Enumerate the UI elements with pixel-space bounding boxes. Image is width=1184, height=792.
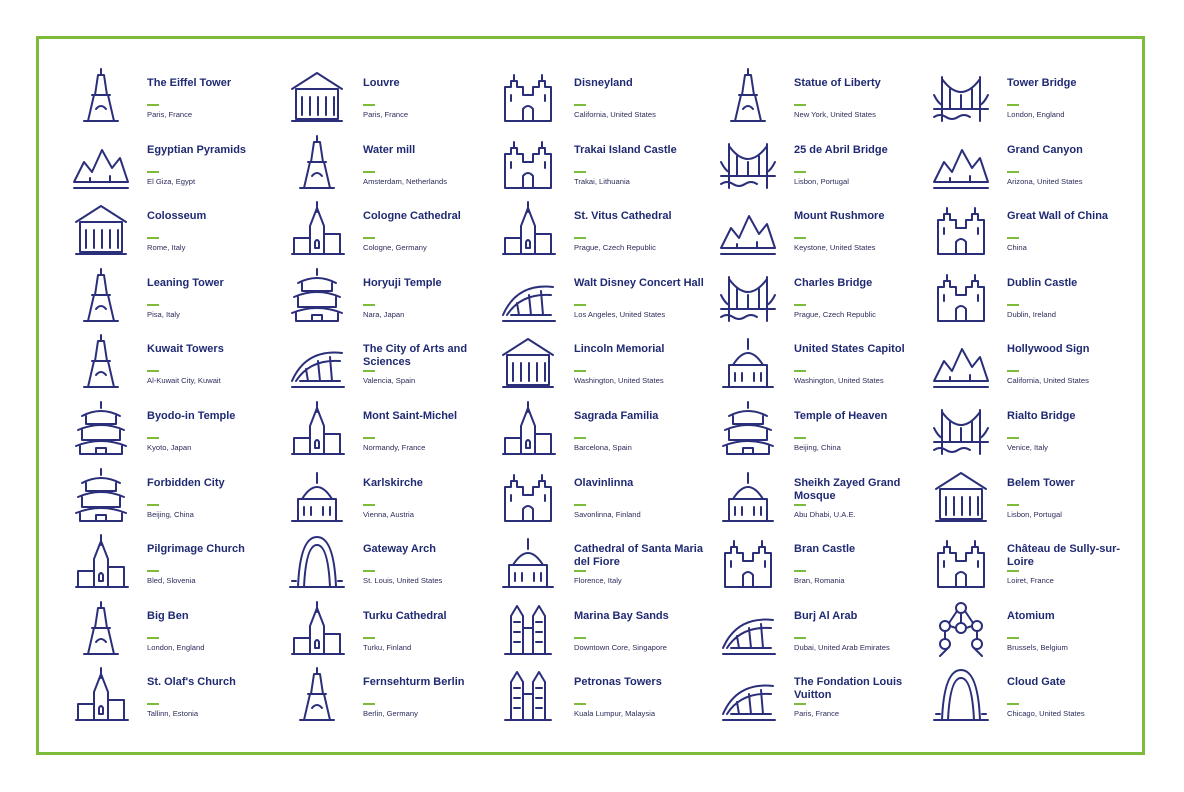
accent-divider [574,104,586,106]
landmark-item [920,530,1130,597]
hollywood-sign-icon [928,330,994,392]
landmark-name: Sagrada Familia [574,409,659,422]
landmark-name: Dublin Castle [1007,276,1078,289]
landmark-item [920,464,1130,531]
landmark-name: Gateway Arch [363,543,436,556]
landmark-name: Karlskirche [363,476,423,489]
landmark-location: Prague, Czech Republic [794,309,876,319]
landmark-name: Hollywood Sign [1007,343,1090,356]
accent-divider [1007,504,1019,506]
landmark-location: Berlin, Germany [363,709,418,719]
cathedral-icon [284,197,350,259]
landmark-item [487,397,707,464]
accent-divider [794,437,806,439]
memorial-icon [495,330,561,392]
landmark-location: Nara, Japan [363,309,405,319]
landmark-item [487,330,707,397]
landmark-item [487,131,707,198]
pagoda-icon [715,397,781,459]
landmark-location: Dublin, Ireland [1007,309,1056,319]
landmark-item [920,131,1130,198]
landmark-item [60,464,276,531]
landmark-location: Bled, Slovenia [147,576,196,586]
mosque-icon [715,464,781,526]
cloud-gate-icon [928,663,994,725]
landmark-item [60,131,276,198]
accent-divider [363,703,375,705]
landmark-name: Colosseum [147,210,207,223]
concert-hall-icon [495,264,561,326]
landmark-location: Los Angeles, United States [574,309,666,319]
accent-divider [574,171,586,173]
statue-of-liberty-icon [715,64,781,126]
landmark-location: Beijing, China [147,509,194,519]
landmark-location: Beijing, China [794,442,841,452]
landmark-location: Rome, Italy [147,243,186,253]
landmark-item [60,264,276,331]
landmark-location: Lisbon, Portugal [1007,509,1062,519]
landmark-item [487,64,707,131]
accent-divider [574,637,586,639]
accent-divider [1007,370,1019,372]
accent-divider [147,637,159,639]
accent-divider [147,304,159,306]
sail-hotel-icon [715,597,781,659]
landmark-name: Egyptian Pyramids [147,143,247,156]
landmark-item [707,264,920,331]
landmark-name: Rialto Bridge [1007,409,1076,422]
landmark-location: Florence, Italy [574,576,622,586]
landmark-name: Turku Cathedral [363,609,447,622]
arch-icon [284,530,350,592]
landmark-item [276,464,487,531]
windmill-icon [284,131,350,193]
landmark-name: Belem Tower [1007,476,1075,489]
fortress-icon [495,464,561,526]
landmark-location: Washington, United States [794,376,884,386]
mount-rushmore-icon [715,197,781,259]
landmark-name: Mont Saint-Michel [363,409,458,422]
landmark-location: Washington, United States [574,376,664,386]
twin-towers-icon [495,663,561,725]
accent-divider [794,570,806,572]
landmark-location: China [1007,243,1027,253]
castle-icon [928,264,994,326]
landmark-name: The Eiffel Tower [147,77,232,89]
landmark-item [707,597,920,664]
accent-divider [574,304,586,306]
landmark-item [920,663,1130,730]
chateau-icon [928,530,994,592]
landmark-name: Château de Sully-sur-Loire [1007,543,1121,569]
landmark-location: London, England [147,642,205,652]
accent-divider [574,703,586,705]
castle-icon [715,530,781,592]
accent-divider [147,104,159,106]
landmark-name: Cologne Cathedral [363,210,461,223]
landmark-location: California, United States [574,110,656,119]
landmark-name: The City of Arts and Sciences [363,343,468,369]
accent-divider [1007,171,1019,173]
accent-divider [363,570,375,572]
accent-divider [363,104,375,106]
landmark-name: Pilgrimage Church [147,543,245,556]
domed-church-icon [284,464,350,526]
landmark-name: Cathedral of Santa Maria del Fiore [574,543,703,569]
landmark-location: Brussels, Belgium [1007,642,1068,652]
landmark-item [707,64,920,131]
louvre-icon [284,64,350,126]
landmark-name: Temple of Heaven [794,409,888,422]
basilica-icon [495,397,561,459]
accent-divider [147,570,159,572]
atomium-icon [928,597,994,659]
landmark-item [920,330,1130,397]
stone-bridge-icon [715,264,781,326]
accent-divider [794,703,806,705]
landmark-name: Leaning Tower [147,276,224,289]
tower-bridge-icon [928,64,994,126]
landmark-item [276,131,487,198]
landmark-location: Prague, Czech Republic [574,243,656,253]
accent-divider [1007,637,1019,639]
landmark-name: Fernsehturm Berlin [363,676,465,689]
landmark-item [60,530,276,597]
landmark-name: United States Capitol [794,343,905,356]
accent-divider [574,437,586,439]
landmark-location: Keystone, United States [794,243,876,253]
landmark-item [920,197,1130,264]
church-icon [284,597,350,659]
landmark-name: Horyuji Temple [363,276,442,289]
landmark-item [487,464,707,531]
castle-icon [495,131,561,193]
landmark-location: Loiret, France [1007,576,1054,586]
accent-divider [363,171,375,173]
landmark-item [276,264,487,331]
landmark-grid [60,64,1130,730]
landmark-item [920,397,1130,464]
capitol-icon [715,330,781,392]
accent-divider [794,237,806,239]
accent-divider [794,637,806,639]
temple-icon [68,397,134,459]
landmark-item [60,64,276,131]
clock-tower-icon [68,597,134,659]
landmark-name: Byodo-in Temple [147,409,236,422]
accent-divider [1007,437,1019,439]
landmark-item [707,530,920,597]
accent-divider [574,237,586,239]
landmark-item [707,197,920,264]
landmark-location: St. Louis, United States [363,576,443,586]
landmark-location: Trakai, Lithuania [574,176,630,186]
landmark-name: Walt Disney Concert Hall [574,276,704,289]
dome-icon [495,530,561,592]
abbey-icon [284,397,350,459]
landmark-item [60,597,276,664]
accent-divider [363,504,375,506]
landmark-item [487,530,707,597]
accent-divider [794,304,806,306]
landmark-name: St. Olaf's Church [147,676,236,689]
kuwait-towers-icon [68,330,134,392]
landmark-item [487,197,707,264]
landmark-name: Big Ben [147,609,189,622]
tv-tower-icon [284,663,350,725]
landmark-item [920,264,1130,331]
landmark-item [276,197,487,264]
landmark-location: Kuala Lumpur, Malaysia [574,709,656,719]
cathedral-icon [495,197,561,259]
landmark-location: Lisbon, Portugal [794,176,849,186]
arch-bridge-icon [928,397,994,459]
accent-divider [147,504,159,506]
landmark-location: Paris, France [363,110,409,119]
accent-divider [574,504,586,506]
landmark-location: Pisa, Italy [147,309,180,319]
landmark-item [60,197,276,264]
landmark-location: Kyoto, Japan [147,442,192,452]
landmark-item [707,330,920,397]
landmark-location: London, England [1007,110,1065,119]
great-wall-icon [928,197,994,259]
accent-divider [147,237,159,239]
landmark-name: Olavinlinna [574,476,634,489]
landmark-location: Barcelona, Spain [574,442,632,452]
accent-divider [574,570,586,572]
landmark-name: Petronas Towers [574,676,662,689]
landmark-item [276,530,487,597]
landmark-location: Valencia, Spain [363,376,416,386]
landmark-item [60,663,276,730]
landmark-item [276,330,487,397]
landmark-name: Forbidden City [147,476,225,489]
landmark-location: Savonlinna, Finland [574,509,641,519]
landmark-location: Venice, Italy [1007,442,1048,452]
landmark-name: Tower Bridge [1007,77,1077,89]
accent-divider [363,237,375,239]
landmark-location: Paris, France [147,110,193,119]
accent-divider [1007,237,1019,239]
accent-divider [574,370,586,372]
landmark-item [920,597,1130,664]
accent-divider [794,370,806,372]
landmark-item [487,597,707,664]
accent-divider [363,437,375,439]
landmark-name: Mount Rushmore [794,210,885,223]
landmark-name: Louvre [363,77,400,89]
eiffel-tower-icon [68,64,134,126]
landmark-item [707,464,920,531]
landmark-item [487,264,707,331]
landmark-location: Chicago, United States [1007,709,1085,719]
glass-sails-icon [715,663,781,725]
landmark-location: Amsterdam, Netherlands [363,176,447,186]
landmark-name: Cloud Gate [1007,676,1066,689]
accent-divider [1007,703,1019,705]
landmark-name: 25 de Abril Bridge [794,143,888,156]
colosseum-icon [68,197,134,259]
landmark-location: Paris, France [794,709,840,719]
landmark-location: Abu Dhabi, U.A.E. [794,509,856,519]
accent-divider [1007,104,1019,106]
accent-divider [794,504,806,506]
landmark-name: Grand Canyon [1007,143,1083,156]
landmark-item [487,663,707,730]
landmark-item [707,663,920,730]
landmark-name: St. Vitus Cathedral [574,210,672,223]
accent-divider [1007,304,1019,306]
landmark-location: California, United States [1007,376,1089,386]
landmark-item [276,64,487,131]
landmark-name: Atomium [1007,609,1055,622]
landmark-item [707,131,920,198]
landmark-name: Lincoln Memorial [574,343,665,356]
landmark-name: Trakai Island Castle [574,143,677,156]
accent-divider [363,304,375,306]
leaning-tower-icon [68,264,134,326]
marina-bay-sands-icon [495,597,561,659]
landmark-location: Downtown Core, Singapore [574,642,667,652]
landmark-location: Arizona, United States [1007,176,1083,186]
landmark-name: Water mill [363,143,416,156]
spire-church-icon [68,663,134,725]
landmark-location: El Giza, Egypt [147,176,196,186]
accent-divider [147,171,159,173]
disneyland-icon [495,64,561,126]
landmark-item [60,397,276,464]
accent-divider [794,104,806,106]
landmark-location: Bran, Romania [794,576,845,586]
landmark-name: Burj Al Arab [794,609,858,622]
landmark-location: Tallinn, Estonia [147,709,199,719]
landmark-item [920,64,1130,131]
pagoda-icon [284,264,350,326]
landmark-item [707,397,920,464]
landmark-item [60,330,276,397]
landmark-item [276,663,487,730]
landmark-name: Statue of Liberty [794,77,881,89]
landmark-name: Bran Castle [794,543,856,556]
accent-divider [363,370,375,372]
landmark-location: Cologne, Germany [363,243,427,253]
suspension-bridge-icon [715,131,781,193]
landmark-name: Charles Bridge [794,276,873,289]
landmark-name: Marina Bay Sands [574,609,669,622]
landmark-location: Turku, Finland [363,642,412,652]
landmark-name: The Fondation Louis Vuitton [794,676,903,702]
landmark-location: Normandy, France [363,442,426,452]
accent-divider [147,703,159,705]
modern-building-icon [284,330,350,392]
tower-icon [928,464,994,526]
church-icon [68,530,134,592]
landmark-name: Great Wall of China [1007,210,1109,223]
canyon-icon [928,131,994,193]
landmark-location: Vienna, Austria [363,509,414,519]
landmark-location: Al-Kuwait City, Kuwait [147,376,221,386]
accent-divider [1007,570,1019,572]
landmark-item [276,597,487,664]
landmark-name: Kuwait Towers [147,343,224,356]
accent-divider [363,637,375,639]
landmark-item [276,397,487,464]
accent-divider [794,171,806,173]
landmark-name: Disneyland [574,77,633,89]
landmark-name: Sheikh Zayed Grand Mosque [794,476,901,502]
palace-icon [68,464,134,526]
accent-divider [147,370,159,372]
landmark-location: New York, United States [794,110,876,119]
landmark-location: Dubai, United Arab Emirates [794,642,890,652]
accent-divider [147,437,159,439]
pyramids-icon [68,131,134,193]
